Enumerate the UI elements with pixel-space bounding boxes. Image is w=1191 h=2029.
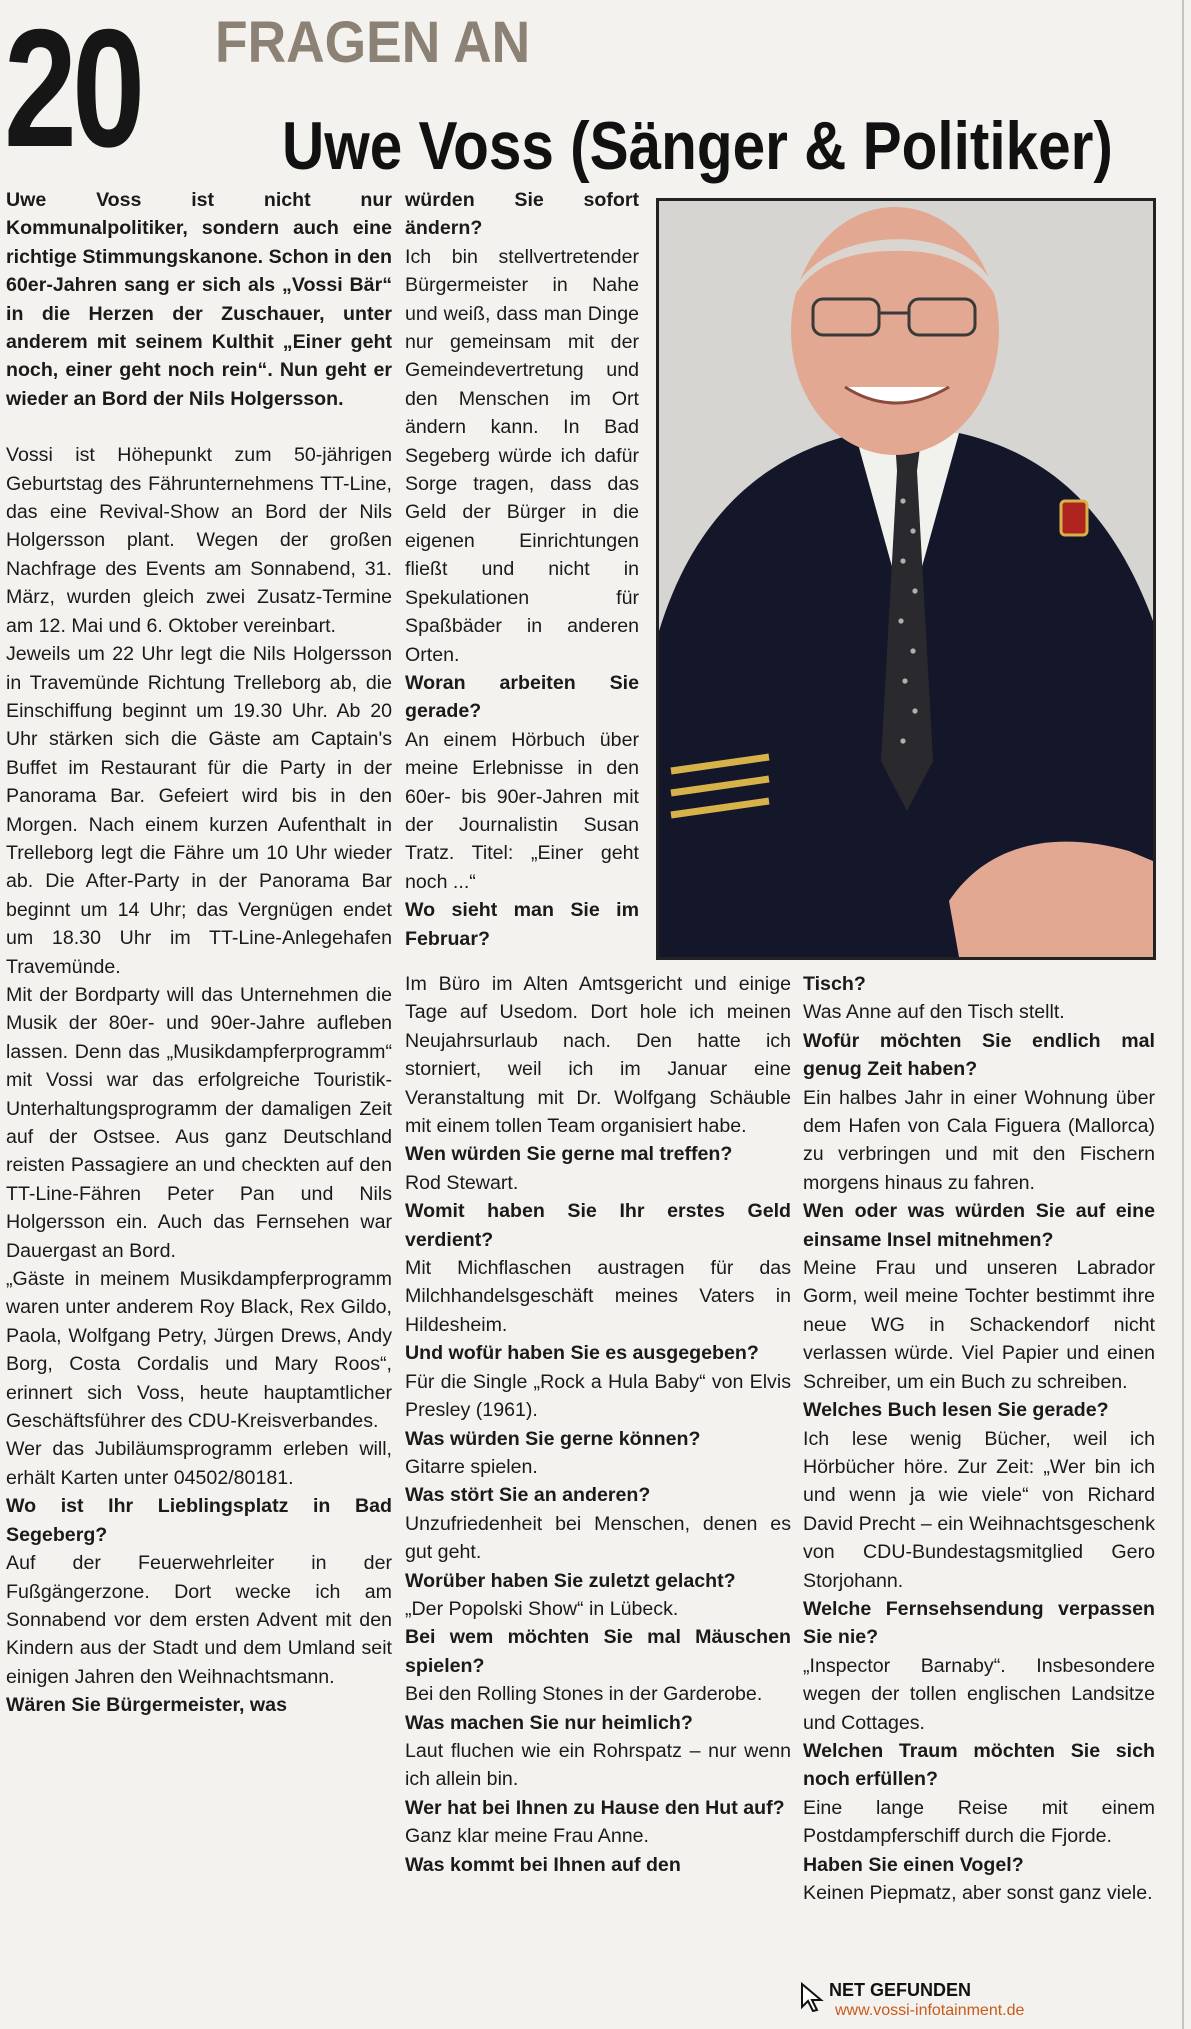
question: Was kommt bei Ihnen auf den: [405, 1853, 681, 1876]
answer: „Inspector Barnaby“. Insbesondere wegen der tollen englischen Landsitze und Cottages.: [803, 1654, 1155, 1734]
column-middle-bottom: [405, 970, 791, 1879]
answer: Für die Single „Rock a Hula Baby“ von Elvis Presley (1961).: [405, 1370, 791, 1422]
portrait-illustration: [659, 201, 1153, 957]
question: Und wofür haben Sie es ausgegeben?: [405, 1342, 759, 1365]
answer: Auf der Feuerwehrleiter in der Fußgängerzone. Dort wecke ich am Sonnabend vor dem ersten Advent mit den Kindern aus der Stadt und dem Umland seit einigen Jahren den Weihnachtsmann.: [6, 1552, 392, 1688]
qa-list-left: [6, 1492, 392, 1719]
article-headline: Uwe Voss (Sänger & Politiker): [282, 108, 1113, 184]
question: Wofür möchten Sie endlich mal genug Zeit haben?: [803, 1029, 1155, 1081]
answer: Mit Michflaschen austragen für das Milchhandelsgeschäft meines Vaters in Hildesheim.: [405, 1257, 791, 1336]
body-paragraph: Wer das Jubiläumsprogramm erleben will, erhält Karten unter 04502/80181.: [6, 1438, 392, 1489]
answer: Unzufriedenheit bei Menschen, denen es gut geht.: [405, 1512, 791, 1564]
answer: Ein halbes Jahr in einer Wohnung über dem Hafen von Cala Figuera (Mallorca) zu verbringen und mit den Fischern morgens hinaus zu fahren.: [803, 1086, 1155, 1194]
answer: Eine lange Reise mit einem Postdampferschiff durch die Fjorde.: [803, 1796, 1155, 1848]
question: Haben Sie einen Vogel?: [803, 1853, 1024, 1876]
question: Wären Sie Bürgermeister, was: [6, 1694, 287, 1717]
cursor-arrow-icon: [799, 1982, 825, 2012]
question: Was würden Sie gerne können?: [405, 1427, 701, 1450]
answer: „Der Popolski Show“ in Lübeck.: [405, 1597, 679, 1620]
page-edge: [1182, 0, 1184, 2029]
question: Welche Fernsehsendung verpassen Sie nie?: [803, 1597, 1155, 1649]
question: Wen oder was würden Sie auf eine einsame Insel mitnehmen?: [803, 1200, 1155, 1251]
body-paragraphs: [6, 441, 392, 1492]
question: Was stört Sie an anderen?: [405, 1484, 651, 1507]
body-paragraph: „Gäste in meinem Musikdampferprogramm waren unter anderem Roy Black, Rex Gildo, Paola, Wolfgang Petry, Jürgen Drews, Andy Borg, Costa Cordalis und Mary Roos“, erinnert sich Voss, heute hauptamtlicher Geschäftsführer des CDU-Kreisverbandes.: [6, 1268, 392, 1433]
question: Tisch?: [803, 973, 866, 995]
source-label: NET GEFUNDEN: [829, 1980, 972, 2000]
question: Wer hat bei Ihnen zu Hause den Hut auf?: [405, 1796, 785, 1819]
source-url[interactable]: www.vossi-infotainment.de: [835, 2002, 1025, 2019]
question: Wo ist Ihr Lieblingsplatz in Bad Segeberg?: [6, 1495, 392, 1546]
question: Welches Buch lesen Sie gerade?: [803, 1399, 1109, 1422]
question: Woran arbeiten Sie gerade?: [405, 671, 639, 723]
column-right-bottom: [803, 970, 1155, 1907]
column-left: [6, 186, 392, 1720]
question: Was machen Sie nur heimlich?: [405, 1711, 693, 1734]
intro-paragraph: Uwe Voss ist nicht nur Kommunalpolitiker, sondern auch eine richtige Stimmungskanone. Schon in den 60er-Jahren sang er sich als „Vossi Bär“ in die Herzen der Zuschauer, unter anderem mit seinem Kulthit „Einer geht noch, einer geht noch rein“. Nun geht er wieder an Bord der Nils Holgersson.: [6, 189, 392, 410]
answer: Bei den Rolling Stones in der Garderobe.: [405, 1683, 763, 1706]
question: würden Sie sofort ändern?: [405, 189, 639, 240]
answer: Im Büro im Alten Amtsgericht und einige Tage auf Usedom. Dort hole ich meinen Neujahrsurlaub nach. Den hatte ich storniert, weil ich im Januar eine Veranstaltung mit Dr. Wolfgang Schäuble mit einem tollen Team organisiert habe.: [405, 973, 791, 1138]
body-paragraph: Mit der Bordparty will das Unternehmen die Musik der 80er- und 90er-Jahre aufleben lassen. Denn das „Musikdampferprogramm“ mit Vossi war das erfolgreiche Touristik-Unterhaltungsprogramm der damaligen Zeit auf der Ostsee. Aus ganz Deutschland reisten Passagiere an und checkten auf den TT-Line-Fähren Peter Pan und Nils Holgersson ein. Auch das Fernsehen war Dauergast an Bord.: [6, 983, 392, 1262]
answer: An einem Hörbuch über meine Erlebnisse in den 60er- bis 90er-Jahren mit der Journalistin Susan Tratz. Titel: „Einer geht noch ...“: [405, 728, 639, 893]
body-paragraph: Vossi ist Höhepunkt zum 50-jährigen Geburtstag des Fährunternehmens TT-Line, das eine Revival-Show an Bord der Nils Holgersson plant. Wegen der großen Nachfrage des Events am Sonnabend, 31. März, wurden gleich zwei Zusatz-Termine am 12. Mai und 6. Oktober vereinbart.: [6, 444, 392, 637]
column-middle-top: [405, 186, 639, 953]
answer: Rod Stewart.: [405, 1171, 519, 1194]
kicker-title: FRAGEN AN: [215, 10, 531, 75]
answer: Ganz klar meine Frau Anne.: [405, 1825, 649, 1848]
answer: Keinen Piepmatz, aber sonst ganz viele.: [803, 1882, 1153, 1904]
portrait-photo: [656, 198, 1156, 960]
question: Welchen Traum möchten Sie sich noch erfüllen?: [803, 1739, 1155, 1791]
question: Worüber haben Sie zuletzt gelacht?: [405, 1569, 736, 1592]
body-paragraph: Jeweils um 22 Uhr legt die Nils Holgersson in Travemünde Richtung Trelleborg ab, die Einschiffung beginnt um 19.30 Uhr. Ab 20 Uhr stärken sich die Gäste am Captain's Buffet im Restaurant für die Party in der Panorama Bar. Gefeiert wird bis in den Morgen. Nach einem kurzen Aufenthalt in Trelleborg legt die Fähre um 10 Uhr wieder ab. Die After-Party in der Panorama Bar beginnt um 14 Uhr; das Vergnügen endet um 18.30 Uhr im TT-Line-Anlegehafen Travemünde.: [6, 643, 392, 978]
answer: Ich lese wenig Bücher, weil ich Hörbücher höre. Zur Zeit: „Wer bin ich und wenn ja wie viele“ von Richard David Precht – ein Weihnachtsgeschenk von CDU-Bundestagsmitglied Gero Storjohann.: [803, 1427, 1155, 1592]
answer: Was Anne auf den Tisch stellt.: [803, 1001, 1065, 1024]
question: Womit haben Sie Ihr erstes Geld verdient?: [405, 1200, 791, 1251]
answer: Meine Frau und unseren Labrador Gorm, weil meine Tochter bestimmt ihre neue WG in Schackendorf nicht verlassen würde. Viel Papier und einen Schreiber, um ein Buch zu schreiben.: [803, 1257, 1155, 1393]
question: Wo sieht man Sie im Februar?: [405, 899, 639, 950]
question: Wen würden Sie gerne mal treffen?: [405, 1143, 733, 1166]
issue-number: 20: [4, 0, 141, 182]
answer: Laut fluchen wie ein Rohrspatz – nur wenn ich allein bin.: [405, 1739, 791, 1791]
answer: Ich bin stellvertretender Bürgermeister in Nahe und weiß, dass man Dinge nur gemeinsam mit der Gemeindevertretung und den Menschen im Ort ändern kann. In Bad Segeberg würde ich dafür Sorge tragen, dass das Geld der Bürger in die eigenen Einrichtungen fließt und nicht in Spekulationen für Spaßbäder in anderen Orten.: [405, 245, 639, 666]
answer: Gitarre spielen.: [405, 1455, 538, 1478]
source-credit: [799, 1980, 1179, 2024]
question: Bei wem möchten Sie mal Mäuschen spielen?: [405, 1626, 791, 1677]
